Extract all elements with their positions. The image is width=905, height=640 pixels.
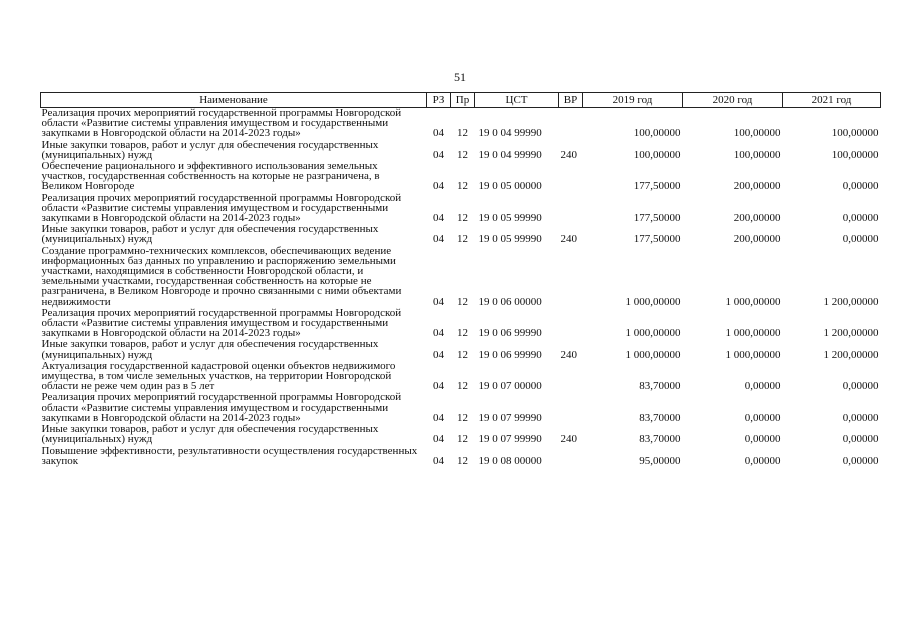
cell-2020: 1 000,00000	[725, 295, 781, 308]
table-row	[41, 140, 881, 161]
cell-vr	[559, 161, 583, 193]
cell-name: Иные закупки товаров, работ и услуг для обеспечения государственных (муниципальных) нужд	[41, 423, 379, 446]
cell-2020: 0,00000	[744, 380, 781, 393]
cell-cst: 19 0 04 99990	[478, 127, 542, 140]
cell-name: Повышение эффективности, результативности осуществления государственных закупок	[41, 444, 418, 467]
cell-name: Иные закупки товаров, работ и услуг для обеспечения государственных (муниципальных) нужд	[41, 138, 379, 161]
cell-2021: 100,00000	[831, 148, 879, 161]
cell-name: Иные закупки товаров, работ и услуг для обеспечения государственных (муниципальных) нужд	[41, 223, 379, 246]
cell-2020: 0,00000	[744, 433, 781, 446]
cell-name: Создание программно-технических комплексов, обеспечивающих ведение информационных баз данных по управлению и распоряжению земельными участками, находящимися в собственности Новгородской области, и земельными участками, государственная собственность на которые не разграничена, в Великом Новгороде и прочно связанными с ними объектами недвижимости	[41, 244, 402, 308]
cell-cst: 19 0 08 00000	[478, 454, 542, 467]
budget-table	[40, 92, 881, 467]
cell-pr: 12	[457, 180, 468, 193]
cell-cst: 19 0 05 99990	[478, 212, 542, 225]
cell-2019: 100,00000	[633, 148, 681, 161]
cell-2020: 1 000,00000	[725, 348, 781, 361]
cell-2019: 1 000,00000	[625, 348, 681, 361]
page-number: 51	[454, 70, 466, 84]
cell-2019: 83,70000	[639, 411, 681, 424]
cell-vr	[559, 193, 583, 225]
header-2021: 2021 год	[783, 93, 881, 108]
cell-vr	[559, 108, 583, 140]
cell-2021: 0,00000	[842, 233, 879, 246]
table-row	[41, 108, 881, 140]
cell-2019: 100,00000	[633, 127, 681, 140]
cell-2021: 0,00000	[842, 454, 879, 467]
table-row	[41, 308, 881, 340]
cell-2020: 100,00000	[733, 148, 781, 161]
cell-cst: 19 0 04 99990	[478, 148, 542, 161]
table-row	[41, 193, 881, 225]
header-rz: РЗ	[427, 93, 451, 108]
cell-2019: 83,70000	[639, 433, 681, 446]
cell-2020: 0,00000	[744, 411, 781, 424]
cell-vr	[559, 361, 583, 393]
header-2019: 2019 год	[583, 93, 683, 108]
cell-rz: 04	[433, 380, 444, 393]
cell-rz: 04	[433, 411, 444, 424]
cell-rz: 04	[433, 348, 444, 361]
cell-2020: 0,00000	[744, 454, 781, 467]
cell-rz: 04	[433, 233, 444, 246]
cell-name: Реализация прочих мероприятий государственной программы Новгородской области «Развитие системы управления имуществом и государственными закупками в Новгородской области на 2014-2023 годы»	[41, 306, 402, 340]
cell-vr	[559, 246, 583, 308]
cell-2020: 200,00000	[733, 233, 781, 246]
cell-2021: 0,00000	[842, 380, 879, 393]
cell-pr: 12	[457, 348, 468, 361]
cell-rz: 04	[433, 180, 444, 193]
cell-2021: 1 200,00000	[823, 348, 879, 361]
cell-rz: 04	[433, 212, 444, 225]
cell-2021: 0,00000	[842, 180, 879, 193]
cell-cst: 19 0 06 99990	[478, 348, 542, 361]
cell-cst: 19 0 06 99990	[478, 327, 542, 340]
cell-rz: 04	[433, 327, 444, 340]
cell-cst: 19 0 05 99990	[478, 233, 542, 246]
table-row	[41, 246, 881, 308]
table-header-row	[41, 93, 881, 108]
cell-vr: 240	[560, 348, 577, 361]
cell-rz: 04	[433, 127, 444, 140]
cell-cst: 19 0 07 00000	[478, 380, 542, 393]
cell-pr: 12	[457, 327, 468, 340]
cell-cst: 19 0 06 00000	[478, 295, 542, 308]
cell-pr: 12	[457, 127, 468, 140]
cell-vr: 240	[560, 433, 577, 446]
table-row	[41, 392, 881, 424]
cell-pr: 12	[457, 212, 468, 225]
header-pr: Пр	[451, 93, 475, 108]
cell-2021: 100,00000	[831, 127, 879, 140]
cell-pr: 12	[457, 148, 468, 161]
cell-2021: 0,00000	[842, 212, 879, 225]
cell-name: Актуализация государственной кадастровой оценки объектов недвижимого имущества, в том числе земельных участков, на территории Новгородской области не реже чем один раз в 5 лет	[41, 359, 396, 393]
cell-2021: 0,00000	[842, 433, 879, 446]
cell-2019: 177,50000	[633, 212, 681, 225]
cell-cst: 19 0 07 99990	[478, 433, 542, 446]
cell-vr	[559, 446, 583, 467]
cell-pr: 12	[457, 411, 468, 424]
table-row	[41, 339, 881, 360]
cell-pr: 12	[457, 380, 468, 393]
cell-2019: 177,50000	[633, 180, 681, 193]
cell-2021: 1 200,00000	[823, 327, 879, 340]
cell-vr: 240	[560, 148, 577, 161]
cell-2020: 1 000,00000	[725, 327, 781, 340]
cell-rz: 04	[433, 433, 444, 446]
table-body	[41, 108, 881, 467]
table-row	[41, 161, 881, 193]
cell-name: Реализация прочих мероприятий государственной программы Новгородской области «Развитие системы управления имуществом и государственными закупками в Новгородской области на 2014-2023 годы»	[41, 391, 402, 424]
cell-name: Реализация прочих мероприятий государственной программы Новгородской области «Развитие системы управления имуществом и государственными закупками в Новгородской области на 2014-2023 годы»	[41, 191, 402, 225]
table-row	[41, 424, 881, 445]
table-row	[41, 361, 881, 393]
table-row	[41, 224, 881, 245]
cell-2019: 1 000,00000	[625, 295, 681, 308]
cell-2019: 1 000,00000	[625, 327, 681, 340]
table-row	[41, 446, 881, 467]
cell-name: Реализация прочих мероприятий государственной программы Новгородской области «Развитие системы управления имуществом и государственными закупками в Новгородской области на 2014-2023 годы»	[41, 107, 402, 140]
cell-name: Обеспечение рационального и эффективного использования земельных участков, государственная собственность на которые не разграничена, в Великом Новгороде	[41, 160, 380, 193]
cell-2019: 83,70000	[639, 380, 681, 393]
cell-2021: 0,00000	[842, 411, 879, 424]
cell-pr: 12	[457, 454, 468, 467]
cell-rz: 04	[433, 295, 444, 308]
cell-2020: 100,00000	[733, 127, 781, 140]
cell-vr	[559, 392, 583, 424]
header-name: Наименование	[41, 93, 427, 108]
cell-rz: 04	[433, 454, 444, 467]
cell-2021: 1 200,00000	[823, 295, 879, 308]
header-2020: 2020 год	[683, 93, 783, 108]
cell-pr: 12	[457, 233, 468, 246]
cell-cst: 19 0 05 00000	[478, 180, 542, 193]
cell-name: Иные закупки товаров, работ и услуг для обеспечения государственных (муниципальных) нужд	[41, 338, 379, 361]
cell-vr: 240	[560, 233, 577, 246]
cell-pr: 12	[457, 295, 468, 308]
header-vr: ВР	[559, 93, 583, 108]
header-cst: ЦСТ	[475, 93, 559, 108]
cell-cst: 19 0 07 99990	[478, 411, 542, 424]
cell-2020: 200,00000	[733, 180, 781, 193]
cell-2019: 177,50000	[633, 233, 681, 246]
cell-vr	[559, 308, 583, 340]
cell-2019: 95,00000	[639, 454, 681, 467]
cell-rz: 04	[433, 148, 444, 161]
cell-2020: 200,00000	[733, 212, 781, 225]
cell-pr: 12	[457, 433, 468, 446]
